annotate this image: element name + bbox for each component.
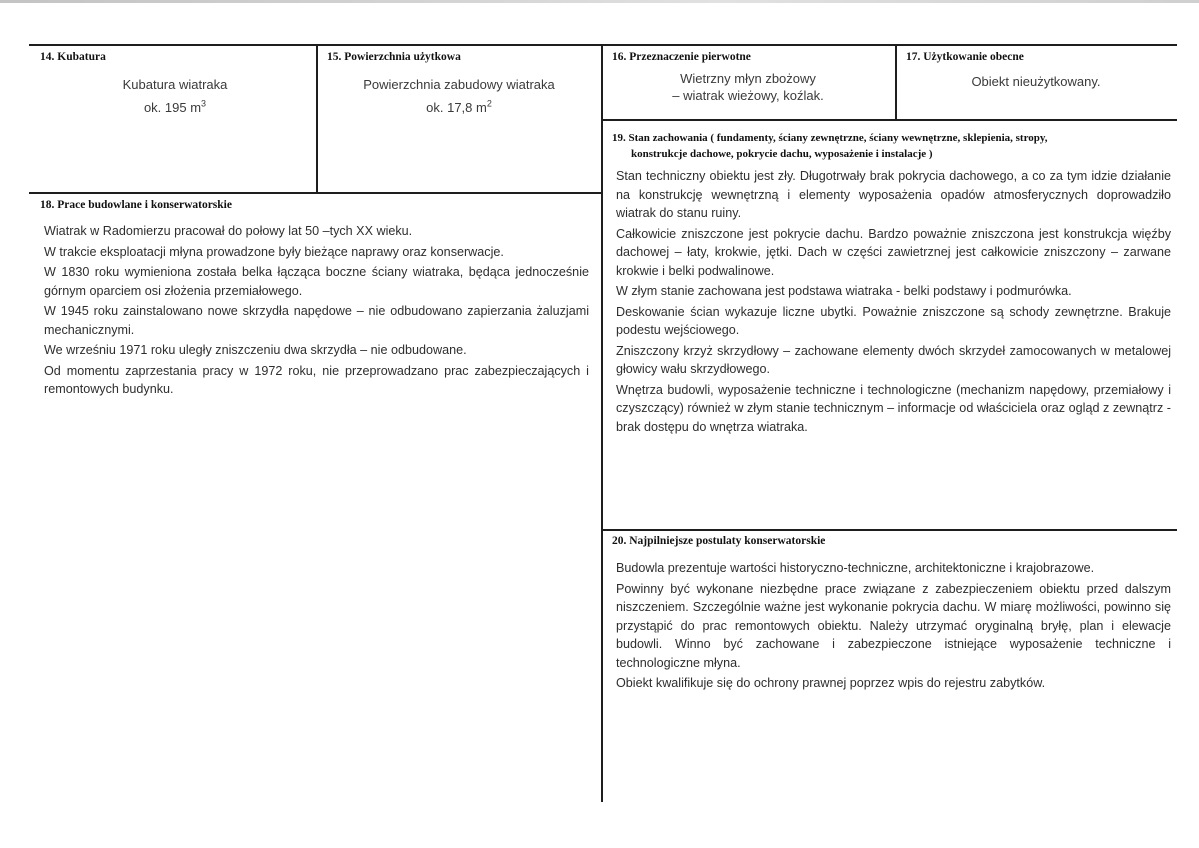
grid-line-14-15-divider [316, 44, 318, 193]
sec18-paragraph: W 1945 roku zainstalowano nowe skrzydła napędowe – nie odbudowano zapierzania żaluzjami mechanicznymi. [44, 304, 589, 337]
section-19-heading-line1: 19. Stan zachowania ( fundamenty, ściany zewnętrzne, ściany wewnętrzne, sklepienia, stropy, [612, 132, 1048, 144]
section-15-heading: 15. Powierzchnia użytkowa [327, 51, 461, 63]
scan-edge [0, 0, 1199, 3]
sec19-paragraph: Zniszczony krzyż skrzydłowy – zachowane elementy dwóch skrzydeł zamocowanych w metalowej głowicy wału skrzydłowego. [616, 343, 1171, 376]
sec20-paragraph: Obiekt kwalifikuje się do ochrony prawnej poprzez wpis do rejestru zabytków. [616, 676, 1046, 690]
section-19-body [616, 167, 1171, 438]
grid-line-16-17-divider [895, 44, 897, 120]
original-purpose-line1: Wietrzny młyn zbożowy [680, 71, 816, 86]
section-19-heading-line2: konstrukcje dachowe, pokrycie dachu, wyposażenie i instalacje ) [631, 148, 933, 160]
section-14-content [40, 75, 310, 117]
section-16-content [606, 70, 890, 104]
cubature-label: Kubatura wiatraka [122, 77, 228, 92]
sec19-paragraph: W złym stanie zachowana jest podstawa wiatraka - belki podstawy i podmurówka. [616, 284, 1072, 298]
sec19-paragraph: Stan techniczny obiektu jest zły. Długotrwały brak pokrycia dachowego, a co za tym idzie działanie na konstrukcję wewnętrzną i elementy wyposażenia opadów atmosferycznych doprowadziło wiatrak do stanu ruiny. [616, 169, 1171, 220]
sec19-paragraph: Deskowanie ścian wykazuje liczne ubytki. Poważnie zniszczone są schody zewnętrzne. Brakuje podestu wejściowego. [616, 304, 1171, 337]
usable-area-value: ok. 17,8 $m^2$ [426, 98, 492, 115]
sec18-paragraph: Od momentu zaprzestania pracy w 1972 roku, nie przeprowadzano prac zabezpieczających i remontowych budynku. [44, 363, 589, 396]
cubature-value: ok. 195 $m^3$ [143, 98, 207, 115]
grid-line-center-divider [601, 44, 603, 802]
sec19-paragraph: Całkowicie zniszczone jest pokrycie dachu. Bardzo poważnie zniszczona jest konstrukcja więźby dachowej – łaty, krokwie, jętki. Dach w części zawietrznej jest całkowicie zniszczony – zarwane krokwie i belki podwalinowe. [616, 226, 1171, 278]
section-17-heading: 17. Użytkowanie obecne [906, 51, 1024, 63]
current-use-value: Obiekt nieużytkowany. [971, 74, 1101, 89]
sec20-paragraph: Budowla prezentuje wartości historyczno-techniczne, architektoniczne i krajobrazowe. [616, 561, 1095, 575]
section-18-body [44, 222, 589, 401]
sec19-paragraph: Wnętrza budowli, wyposażenie techniczne i technologiczne (mechanizm napędowy, przemiałowy i czyszczący) również w złym stanie technicznym – informacje od właściciela oraz ogląd z zewnątrz - brak dostępu do wnętrza wiatraka. [616, 382, 1171, 434]
original-purpose-line2: – wiatrak wieżowy, koźlak. [672, 88, 824, 103]
section-20-heading: 20. Najpilniejsze postulaty konserwatorskie [612, 535, 826, 547]
usable-area-unit-sup: 2 [486, 98, 492, 109]
sec18-paragraph: W 1830 roku wymieniona została belka łącząca boczne ściany wiatraka, będąca jednocześnie górnym oparciem osi złożenia przemiałowego. [44, 265, 589, 298]
section-15-content [322, 75, 596, 117]
usable-area-label: Powierzchnia zabudowy wiatraka [363, 77, 555, 92]
section-19-heading [612, 130, 1172, 162]
section-20-body [616, 559, 1171, 695]
sec18-paragraph: We wrześniu 1971 roku uległy zniszczeniu dwa skrzydła – nie odbudowane. [44, 343, 467, 357]
grid-line-19-bottom [602, 529, 1177, 531]
cubature-unit-sup: 3 [201, 98, 207, 109]
grid-line-top [29, 44, 1177, 46]
sec18-paragraph: W trakcie eksploatacji młyna prowadzone były bieżące naprawy oraz konserwacje. [44, 244, 504, 259]
sec20-paragraph: Powinny być wykonane niezbędne prace związane z zabezpieczeniem obiektu przed dalszym niszczeniem. Szczególnie ważne jest wykonanie pokrycia dachu. W miarę możliwości, powinno się przystąpić do prac remontowych obiektu. Należy utrzymać oryginalną bryłę, plan i elewacje budowli. Winno być zachowane i zabezpieczone istniejące wyposażenie techniczne i technologiczne młyna. [616, 581, 1171, 670]
section-16-heading: 16. Przeznaczenie pierwotne [612, 51, 751, 63]
grid-line-16-17-bottom [602, 119, 1177, 121]
sec18-paragraph: Wiatrak w Radomierzu pracował do połowy lat 50 –tych XX wieku. [44, 224, 413, 238]
section-14-heading: 14. Kubatura [40, 51, 106, 63]
section-18-heading: 18. Prace budowlane i konserwatorskie [40, 199, 232, 211]
